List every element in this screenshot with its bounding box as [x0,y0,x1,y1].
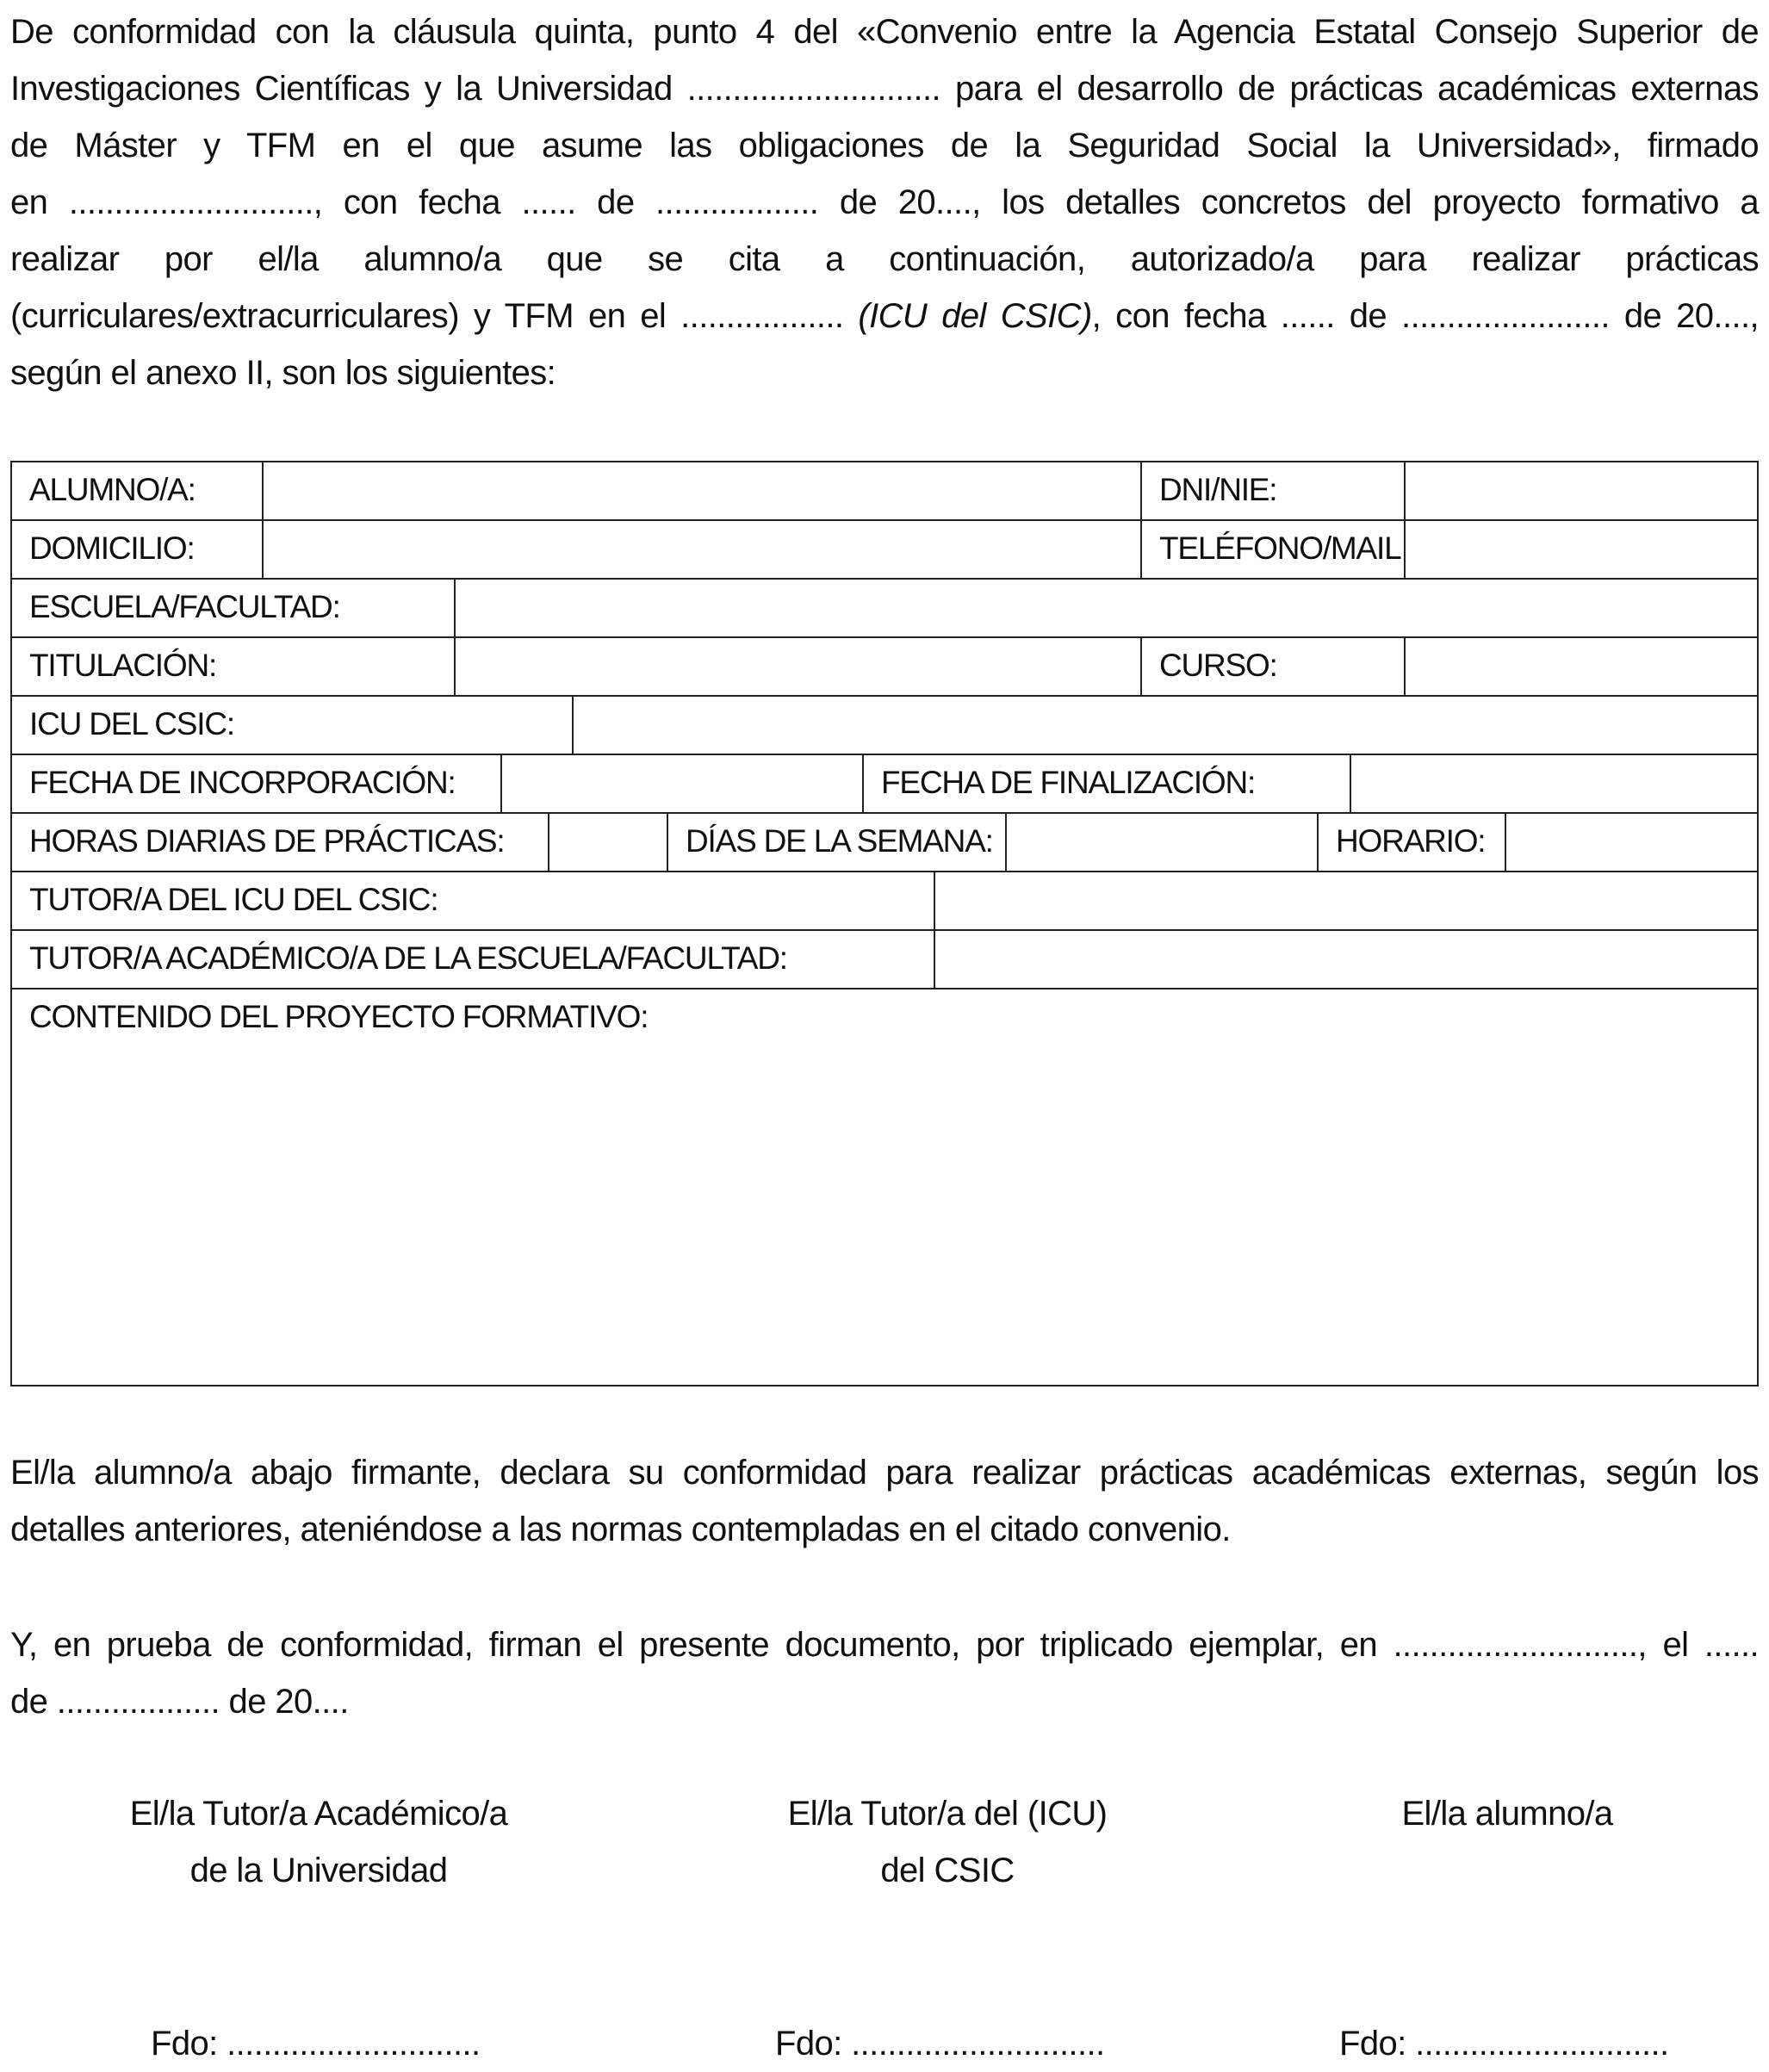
fdo-student[interactable]: Fdo: ............................ [1339,2025,1669,2063]
intro-line-6-start: (curriculares/extracurriculares) y TFM en el .................. [10,297,859,335]
titulacion-field[interactable] [454,638,1140,695]
intro-line-1: De conformidad con la cláusula quinta, punto 4 del «Convenio entre la Agencia Estatal Consejo Superior de [10,13,1759,51]
horas-field[interactable] [548,814,667,871]
form-row-icu [12,697,1757,755]
signature-academic-tutor [95,1785,543,1899]
fecha-finalizacion-field[interactable] [1350,755,1757,812]
telefono-field[interactable] [1404,521,1757,578]
intro-line-5: realizar por el/la alumno/a que se cita a continuación, autorizado/a para realizar prácticas [10,240,1759,278]
student-title: El/la alumno/a [1401,1795,1613,1833]
icu-tutor-title-1: El/la Tutor/a del (ICU) [787,1795,1108,1833]
horario-field[interactable] [1505,814,1757,871]
curso-label: CURSO: [1140,638,1404,695]
intro-line-7: según el anexo II, son los siguientes: [10,354,556,392]
intro-line-6-end: , con fecha ...... de ....................... de 20...., [1091,297,1759,335]
telefono-label: TELÉFONO/MAIL [1140,521,1404,578]
horas-label: HORAS DIARIAS DE PRÁCTICAS: [29,823,505,859]
form-row-domicilio [12,521,1757,580]
fecha-incorporacion-label: FECHA DE INCORPORACIÓN: [29,765,456,800]
contenido-label: CONTENIDO DEL PROYECTO FORMATIVO: [29,999,649,1034]
fecha-finalizacion-label: FECHA DE FINALIZACIÓN: [862,755,1350,812]
closing-line-1: Y, en prueba de conformidad, firman el presente documento, por triplicado ejemplar, en ..........................., el ...... [10,1626,1759,1664]
form-row-alumno [12,462,1757,521]
fdo-icu-tutor[interactable]: Fdo: ............................ [775,2025,1105,2063]
declaration-line-2: detalles anteriores, ateniéndose a las normas contempladas en el citado convenio. [10,1511,1231,1548]
closing-line-2: de .................. de 20.... [10,1683,349,1721]
alumno-label: ALUMNO/A: [29,472,196,507]
intro-paragraph [10,3,1759,401]
contenido-area[interactable] [12,989,1757,1385]
fecha-incorporacion-field[interactable] [500,755,862,812]
curso-field[interactable] [1404,638,1757,695]
signature-icu-tutor [719,1785,1176,1899]
tutor-icu-label: TUTOR/A DEL ICU DEL CSIC: [29,882,438,917]
academic-tutor-title-1: El/la Tutor/a Académico/a [129,1795,508,1833]
form-row-tutor-icu [12,872,1757,931]
icu-label: ICU DEL CSIC: [29,706,234,741]
dni-label: DNI/NIE: [1140,462,1404,519]
dias-field[interactable] [1005,814,1317,871]
signature-student [1335,1785,1679,1842]
form-row-titulacion [12,638,1757,697]
domicilio-field[interactable] [262,521,1140,578]
icu-field[interactable] [572,697,1757,754]
declaration-line-1: El/la alumno/a abajo firmante, declara su conformidad para realizar prácticas académicas externas, según los [10,1454,1759,1492]
form-row-horas [12,814,1757,872]
fdo-academic-tutor[interactable]: Fdo: ............................ [151,2025,481,2063]
intro-line-6 [10,288,1759,344]
declaration-paragraph [10,1444,1759,1558]
tutor-academico-field[interactable] [934,931,1757,988]
intro-line-3: de Máster y TFM en el que asume las obligaciones de la Seguridad Social la Universidad», firmado [10,127,1759,164]
dni-field[interactable] [1404,462,1757,519]
dias-label: DÍAS DE LA SEMANA: [667,814,1005,871]
intro-line-2: Investigaciones Científicas y la Universidad ............................ para el desarrollo de prácticas académicas externas [10,70,1759,108]
student-form-table [10,461,1759,1387]
escuela-field[interactable] [454,580,1757,636]
horario-label: HORARIO: [1317,814,1505,871]
tutor-academico-label: TUTOR/A ACADÉMICO/A DE LA ESCUELA/FACULTAD: [29,940,787,976]
form-row-escuela [12,580,1757,638]
icu-del-csic-italic: (ICU del CSIC) [858,297,1092,335]
form-row-tutor-academico [12,931,1757,989]
form-row-fechas [12,755,1757,814]
domicilio-label: DOMICILIO: [29,530,195,566]
academic-tutor-title-2: de la Universidad [189,1852,448,1889]
tutor-icu-field[interactable] [934,872,1757,929]
escuela-label: ESCUELA/FACULTAD: [29,589,340,624]
closing-paragraph [10,1616,1759,1730]
intro-line-4: en ..........................., con fecha ...... de .................. de 20...., los detalles concretos del proyecto formativo a [10,183,1759,221]
alumno-field[interactable] [262,462,1140,519]
icu-tutor-title-2: del CSIC [880,1852,1015,1889]
titulacion-label: TITULACIÓN: [29,648,217,683]
